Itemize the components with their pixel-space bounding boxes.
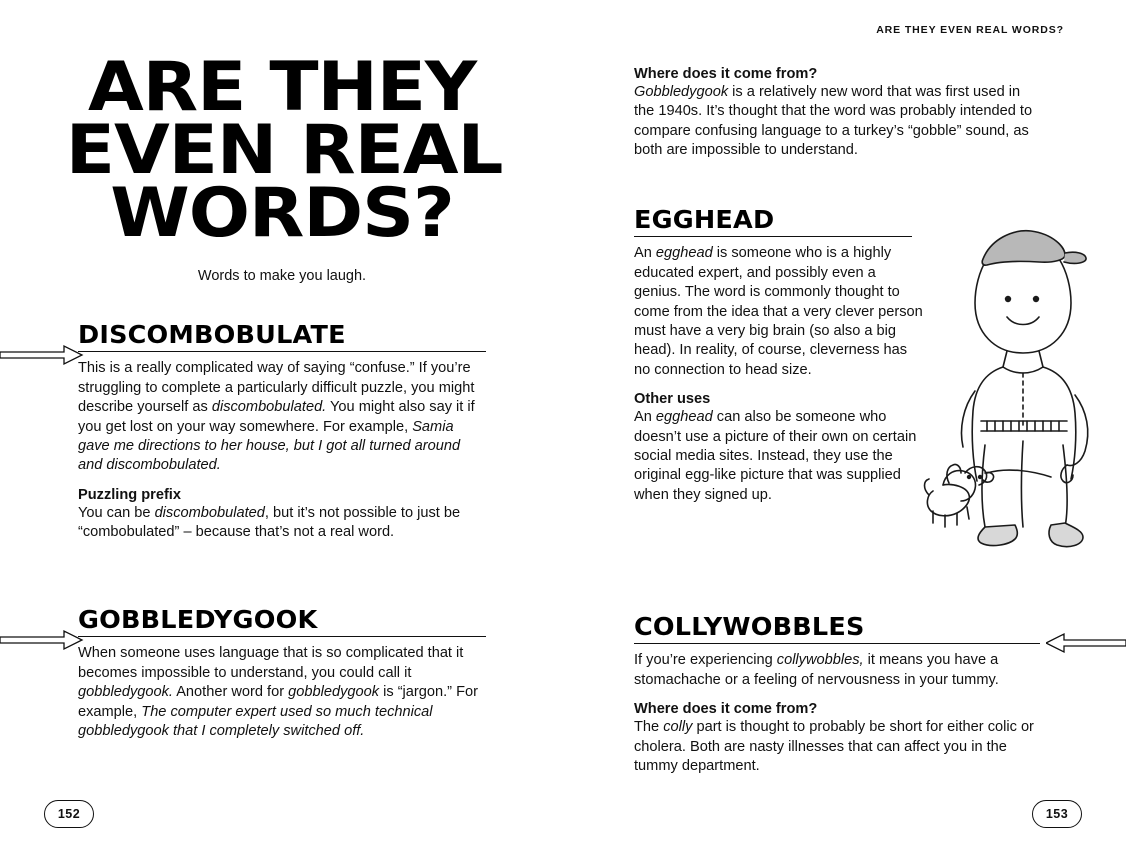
entry-heading: EGGHEAD — [634, 205, 775, 234]
pencil-marker-discombobulate-icon — [0, 340, 84, 370]
egghead-character-with-dog-illustration — [923, 215, 1123, 560]
page-title-line-3: WORDS? — [110, 174, 454, 254]
entry-collywobbles — [634, 612, 1040, 787]
entry-subheading: Where does it come from? — [634, 66, 818, 82]
left-page-header — [65, 0, 503, 284]
pencil-marker-gobbledygook-icon — [0, 625, 84, 655]
entry-subheading: Other uses — [634, 391, 711, 408]
heading-rule — [634, 236, 912, 237]
entry-egghead — [634, 205, 924, 516]
heading-rule — [634, 643, 1040, 644]
entry-paragraph: This is a really complicated way of saying “confuse.” If you’re struggling to complete a particularly difficult puzzle, you might describe yourself as discombobulated. You might also say it if you get lost on your way somewhere. For example, Samia gave me directions to her house, but I got all turned around and discombobulated. — [78, 360, 475, 474]
entry-paragraph: If you’re experiencing collywobbles, it means you have a stomachache or a feeling of nervousness in your tummy. — [634, 652, 999, 688]
heading-rule — [78, 636, 486, 637]
entry-subparagraph: Gobbledygook is a relatively new word that was first used in the 1940s. It’s thought that the word was probably intended to compare confusing language to a turkey’s “gobble” sound, as both are impossible to understand. — [634, 84, 1033, 159]
entry-paragraph: An egghead is someone who is a highly educated expert, and possibly even a genius. The word is commonly thought to come from the idea that a very clever person must have a very big brain (so also a big head). In reality, of course, cleverness has no connection to head size. — [634, 245, 923, 378]
page-title — [65, 48, 503, 254]
page-title-line-2: EVEN REAL — [65, 111, 503, 191]
pencil-marker-collywobbles-icon — [1046, 628, 1126, 658]
entry-subheading: Puzzling prefix — [78, 486, 181, 503]
running-head: ARE THEY EVEN REAL WORDS? — [876, 24, 1064, 36]
entry-heading: COLLYWOBBLES — [634, 612, 865, 641]
entry-discombobulate — [78, 320, 486, 554]
entry-gobbledygook — [78, 605, 486, 752]
page-number-right: 153 — [1032, 800, 1082, 828]
entry-heading: DISCOMBOBULATE — [78, 320, 346, 349]
page-title-line-1: ARE THEY — [87, 48, 477, 127]
entry-subparagraph: You can be discombobulated, but it’s not possible to just be “combobulated” – because that’s not a real word. — [78, 504, 461, 541]
right-page — [563, 0, 1126, 850]
entry-subparagraph: An egghead can also be someone who doesn’t use a picture of their own on certain social media sites. Instead, they use the original egg-like picture that was supplied when they signed up. — [634, 409, 917, 503]
page-number-left: 152 — [44, 800, 94, 828]
entry-subparagraph: The colly part is thought to probably be short for either colic or cholera. Both are nasty illnesses that can affect you in the tummy department. — [634, 719, 1034, 775]
entry-gobbledygook-origin — [634, 66, 1040, 172]
heading-rule — [78, 351, 486, 352]
entry-subheading: Where does it come from? — [634, 701, 818, 718]
entry-paragraph: When someone uses language that is so complicated that it becomes impossible to understand, you could call it gobbledygook. Another word for gobbledygook is “jargon.” For example, The computer expert used so much technical gobbledygook that I completely switched off. — [78, 645, 478, 740]
entry-heading: GOBBLEDYGOOK — [78, 605, 318, 634]
page-subtitle: Words to make you laugh. — [197, 267, 367, 284]
